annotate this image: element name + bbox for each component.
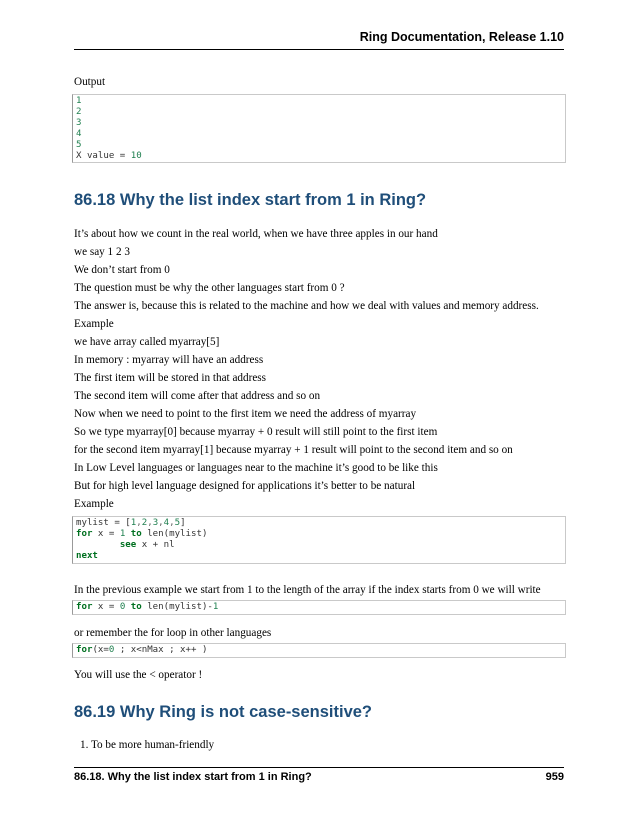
paragraph: In Low Level languages or languages near to the machine it’s good to be like this [74, 462, 438, 474]
code-block-for-zero: for x = 0 to len(mylist)-1 [72, 600, 566, 615]
output-line: 4 [76, 129, 82, 139]
output-line: 1 [76, 96, 82, 106]
paragraph: In the previous example we start from 1 to the length of the array if the index starts from 0 we will write [74, 584, 541, 596]
paragraph: for the second item myarray[1] because myarray + 1 result will point to the second item and so on [74, 444, 513, 456]
paragraph: The second item will come after that address and so on [74, 390, 321, 402]
paragraph: It’s about how we count in the real world, when we have three apples in our hand [74, 228, 438, 240]
paragraph: The first item will be stored in that address [74, 372, 267, 384]
paragraph: Example [74, 318, 114, 330]
output-line: 5 [76, 140, 82, 150]
paragraph: You will use the < operator ! [74, 669, 203, 681]
paragraph: we say 1 2 3 [74, 246, 130, 258]
header-rule [74, 49, 564, 50]
page-number: 959 [545, 771, 564, 783]
paragraph: or remember the for loop in other languages [74, 627, 272, 639]
output-line: 2 [76, 107, 82, 117]
paragraph: So we type myarray[0] because myarray + 0 result will still point to the first item [74, 426, 438, 438]
list-item: 1. To be more human-friendly [80, 739, 215, 751]
code-block-for-loop: for(x=0 ; x<nMax ; x++ ) [72, 643, 566, 658]
paragraph: We don’t start from 0 [74, 264, 170, 276]
paragraph: we have array called myarray[5] [74, 336, 220, 348]
paragraph: But for high level language designed for applications it’s better to be natural [74, 480, 416, 492]
paragraph: Example [74, 498, 114, 510]
paragraph: In memory : myarray will have an address [74, 354, 264, 366]
output-line: 3 [76, 118, 82, 128]
output-label: Output [74, 76, 106, 88]
section-heading: 86.19 Why Ring is not case-sensitive? [74, 703, 373, 721]
section-heading: 86.18 Why the list index start from 1 in Ring? [74, 191, 427, 209]
output-code-block [72, 94, 566, 163]
running-header: Ring Documentation, Release 1.10 [359, 30, 564, 44]
output-value: 10 [130, 151, 142, 161]
output-line: X value = [76, 151, 131, 161]
paragraph: Now when we need to point to the first item we need the address of myarray [74, 408, 417, 420]
code-block-mylist: mylist = [1,2,3,4,5] for x = 1 to len(mylist) see x + nl next [72, 516, 566, 564]
footer-section-title: 86.18. Why the list index start from 1 in Ring? [74, 771, 312, 783]
paragraph: The question must be why the other languages start from 0 ? [74, 282, 345, 294]
footer-rule [74, 767, 564, 768]
paragraph: The answer is, because this is related to the machine and how we deal with values and memory address. [74, 300, 539, 312]
